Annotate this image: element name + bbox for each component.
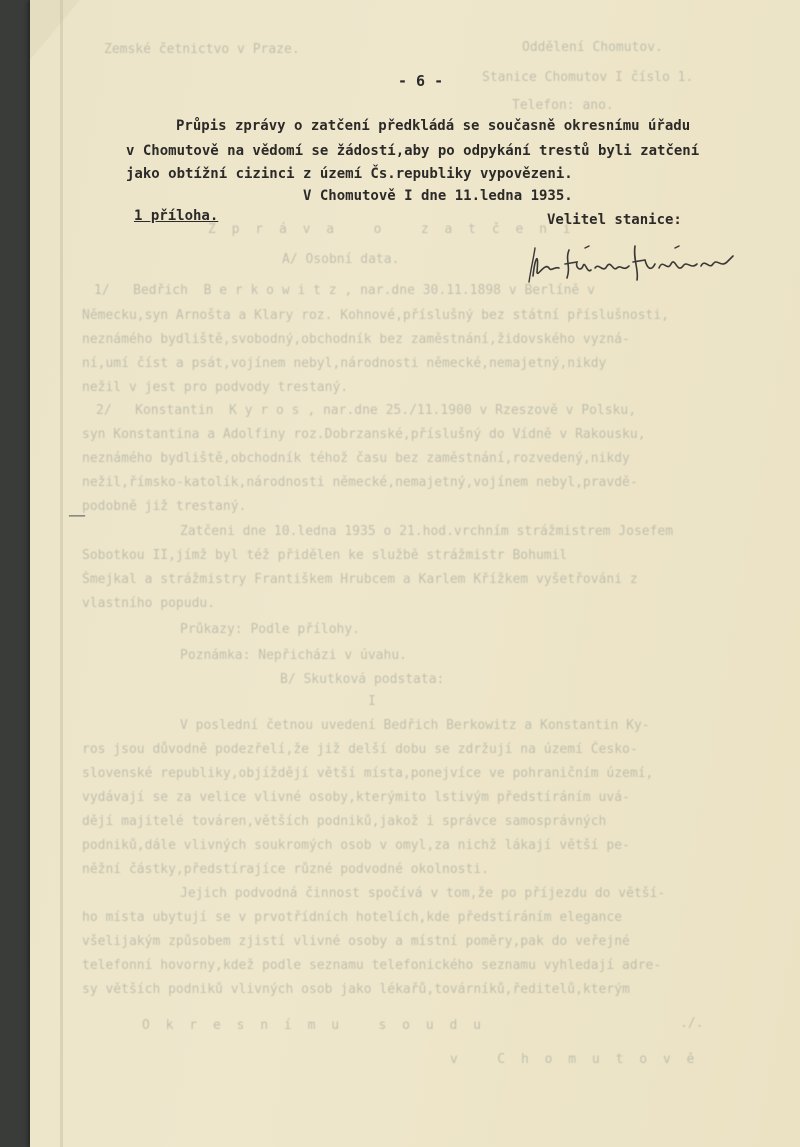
date-line: V Chomutově I dne 11.ledna 1935. xyxy=(303,188,573,204)
ghost-section-a: A/ Osobní data. xyxy=(282,252,400,267)
ghost-report-title: Z p r á v a o z a t č e n í xyxy=(208,222,575,237)
ghost-item1: 1/ Bedřich B e r k o w i t z , nar.dne 30.11.1898 v Berlíně v xyxy=(94,283,595,298)
ghost-station: Stanice Chomutov I číslo 1. xyxy=(482,70,694,85)
ghost-body9: ho místa ubytují se v prvotřídních hotelích,kde předstíráním elegance xyxy=(82,910,623,925)
attachment-note: 1 příloha. xyxy=(134,208,219,224)
ghost-body5: dějí majitelé továren,větších podniků,jakož i správce samosprávných xyxy=(82,814,607,829)
ghost-body7: něžní částky,předstírajíce různé podvodné okolnosti. xyxy=(82,862,489,877)
ghost-proofs: Průkazy: Podle přílohy. xyxy=(180,622,361,637)
ghost-roman: I xyxy=(368,694,376,709)
ghost-addressee-place: v C h o m u t o v ě xyxy=(450,1052,699,1067)
text-line-2: v Chomutově na vědomí se žádostí,aby po odpykání trestů byli zatčení xyxy=(126,143,700,159)
ghost-body8: Jejich podvodná činnost spočívá v tom,že po příjezdu do větší- xyxy=(180,886,666,901)
handwritten-signature xyxy=(525,238,740,288)
ghost-continuation: ./. xyxy=(680,1016,704,1031)
ghost-arrest3: Šmejkal a strážmistry Františkem Hrubcem a Karlem Křížkem vyšetřováni z xyxy=(82,572,638,587)
commander-label: Velitel stanice: xyxy=(547,212,682,228)
ghost-body12: sy větších podniků vlivných osob jako lékařů,továrníků,ředitelů,kterým xyxy=(82,982,630,997)
ghost-item2e: podobně již trestaný. xyxy=(82,499,247,514)
ghost-item2d: nežil,římsko-katolík,národnosti německé,nemajetný,vojínem nebyl,pravdě- xyxy=(82,475,638,490)
ghost-body10: všelijakým způsobem zjistí vlivné osoby a místní poměry,pak do veřejné xyxy=(82,934,630,949)
ghost-header-right: Oddělení Chomutov. xyxy=(522,40,663,55)
ghost-body11: telefonní hovorny,kdež podle seznamu telefonického seznamu vyhledají adre- xyxy=(82,958,662,973)
text-line-3: jako obtížní cizinci z území Čs.republiky vypovězeni. xyxy=(126,166,573,182)
ghost-addressee: O k r e s n í m u s o u d u xyxy=(142,1018,485,1033)
ghost-telephone: Telefon: ano. xyxy=(512,98,614,113)
ghost-arrest4: vlastního popudu. xyxy=(82,596,216,611)
ghost-body6: podniků,dále vlivných soukromých osob v omyl,za nichž lákají větší pe- xyxy=(82,838,630,853)
ghost-note: Poznámka: Nepřicházi v úvahu. xyxy=(180,648,407,663)
ghost-body2: ros jsou důvodně podezřelí,že již delší dobu se zdržují na území Česko- xyxy=(82,742,638,757)
document-page xyxy=(30,0,800,1147)
ghost-section-b: B/ Skutková podstata: xyxy=(280,672,445,687)
ghost-arrest: Zatčeni dne 10.ledna 1935 o 21.hod.vrchním strážmistrem Josefem xyxy=(180,524,674,539)
ghost-item1b: Německu,syn Arnošta a Klary roz. Kohnové,příslušný bez státní příslušnosti, xyxy=(82,308,669,323)
page-crease xyxy=(60,0,63,1147)
punch-mark-top: — xyxy=(68,505,86,526)
ghost-item2: 2/ Konstantin K y r o s , nar.dne 25./11.1900 v Rzeszově v Polsku, xyxy=(96,403,637,418)
ghost-item1e: nežil v jest pro podvody trestaný. xyxy=(82,380,349,395)
page-number: - 6 - xyxy=(398,72,444,90)
text-line-1: Průpis zprávy o zatčení předkládá se současně okresnímu úřadu xyxy=(176,118,691,134)
ghost-body4: vydávají se za velice vlivné osoby,kterýmito lstivým předstíráním uvá- xyxy=(82,790,630,805)
ghost-item2c: neznámého bydliště,obchodník téhož času bez zaměstnání,rozvedený,nikdy xyxy=(82,451,630,466)
ghost-body1: V poslední četnou uvedení Bedřich Berkowitz a Konstantin Ky- xyxy=(180,718,650,733)
ghost-item2b: syn Konstantina a Adolfiny roz.Dobrzanské,příslušný do Vídně v Rakousku, xyxy=(82,427,646,442)
ghost-header-left: Zemské četnictvo v Praze. xyxy=(104,42,300,57)
ghost-arrest2: Sobotkou II,jímž byl též přidělen ke službě strážmistr Bohumil xyxy=(82,548,568,563)
ghost-item1d: ní,umí číst a psát,vojínem nebyl,národnosti německé,nemajetný,nikdy xyxy=(82,356,607,371)
ghost-item1c: neznámého bydliště,svobodný,obchodník bez zaměstnání,židovského vyzná- xyxy=(82,332,630,347)
torn-corner xyxy=(30,0,80,60)
ghost-body3: slovenské republiky,objíždějí větší místa,ponejvíce ve pohraničním území, xyxy=(82,766,654,781)
